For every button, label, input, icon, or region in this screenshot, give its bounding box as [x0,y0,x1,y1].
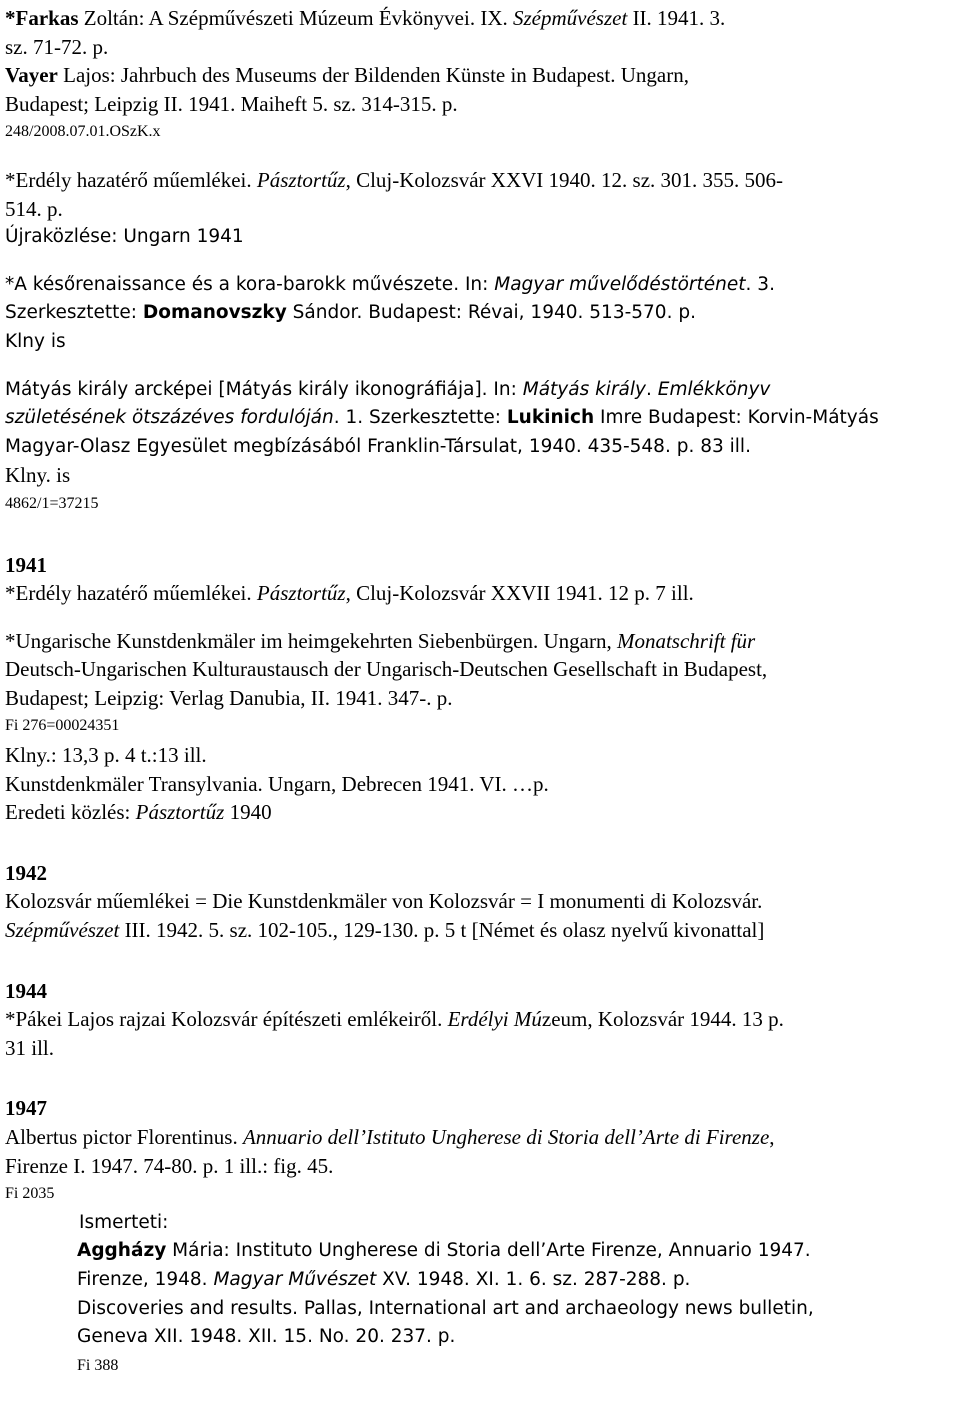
entry-matyas-line-1: Mátyás király arcképei [Mátyás király ikonográfiája]. In: Mátyás király. Emlékkönyv [5,378,771,400]
entry-vayer-code: 248/2008.07.01.OSzK.x [5,123,161,141]
entry-albertus-line-1: Albertus pictor Florentinus. Annuario dell’Istituto Ungherese di Storia dell’Arte di Firenze, [5,1125,775,1149]
entry-farkas-line-2: sz. 71-72. p. [5,34,109,59]
entry-ungarische-line-6: Eredeti közlés: Pásztortűz 1940 [5,800,272,825]
year-heading-1942: 1942 [5,860,47,885]
year-heading-1941: 1941 [5,552,47,577]
spacer [5,357,955,376]
year-heading-1944: 1944 [5,978,47,1003]
entry-erdely-1940-line-1: *Erdély hazatérő műemlékei. Pásztortűz, Cluj-Kolozsvár XXVI 1940. 12. sz. 301. 355. 506- [5,167,784,192]
entry-erdely-1940-reprint: Újraközlése: Ungarn 1941 [5,226,244,248]
spacer [5,252,955,271]
entry-kolozsvar-line-1: Kolozsvár műemlékei = Die Kunstdenkmäler von Kolozsvár = I monumenti di Kolozsvár. [5,889,763,914]
entry-kesorenessz-line-3: Klny is [5,330,66,352]
review-label: Ismerteti: [79,1211,169,1233]
entry-albertus-code: Fi 2035 [5,1185,55,1203]
entry-agghazy-line-2: Firenze, 1948. Magyar Művészet XV. 1948. XI. 1. 6. sz. 287-288. p. [77,1268,691,1290]
entry-kesorenessz-line-2: Szerkesztette: Domanovszky Sándor. Budapest: Révai, 1940. 513-570. p. [5,302,696,324]
spacer [5,147,955,166]
document-page [5,4,955,1380]
entry-vayer-line-1: Vayer Lajos: Jahrbuch des Museums der Bildenden Künste in Budapest. Ungarn, [5,63,689,88]
entry-ungarische-line-3: Budapest; Leipzig: Verlag Danubia, II. 1941. 347-. p. [5,685,453,710]
entry-pakei-line-2: 31 ill. [5,1035,55,1060]
entry-ungarische-code: Fi 276=00024351 [5,717,120,735]
spacer [5,608,955,627]
entry-erdely-1940-line-2: 514. p. [5,196,63,221]
entry-ungarische-line-1: *Ungarische Kunstdenkmäler im heimgekehrten Siebenbürgen. Ungarn, Monatschrift für [5,628,756,653]
entry-matyas-line-3: Magyar-Olasz Egyesület megbízásából Franklin-Társulat, 1940. 435-548. p. 83 ill. [5,435,751,457]
entry-matyas-line-4: Klny. is [5,463,71,488]
entry-matyas-line-2: születésének ötszázéves fordulóján. 1. Szerkesztette: Lukinich Imre Budapest: Korvin-Mátyás [5,407,879,429]
spacer [5,1062,955,1094]
entry-albertus-line-2: Firenze I. 1947. 74-80. p. 1 ill.: fig. 45. [5,1153,334,1178]
entry-ungarische-line-4: Klny.: 13,3 p. 4 t.:13 ill. [5,743,207,768]
entry-kesorenessz-line-1: *A későrenaissance és a kora-barokk művészete. In: Magyar művelődéstörténet. 3. [5,273,775,295]
entry-vayer-line-2: Budapest; Leipzig II. 1941. Maiheft 5. sz. 314-315. p. [5,91,458,116]
spacer [5,519,955,551]
entry-pakei-line-1: *Pákei Lajos rajzai Kolozsvár építészeti emlékeiről. Erdélyi Múzeum, Kolozsvár 1944. 13 p. [5,1007,784,1032]
entry-ungarische-line-2: Deutsch-Ungarischen Kulturaustausch der Ungarisch-Deutschen Gesellschaft in Budapest, [5,657,768,682]
entry-discoveries-line-2: Geneva XII. 1948. XII. 15. No. 20. 237. p. [77,1326,456,1348]
entry-erdely-1941: *Erdély hazatérő műemlékei. Pásztortűz, Cluj-Kolozsvár XXVII 1941. 12 p. 7 ill. [5,581,694,606]
entry-kolozsvar-line-2: Szépművészet III. 1942. 5. sz. 102-105., 129-130. p. 5 t [Német és olasz nyelvű kivonattal] [5,918,765,943]
entry-ungarische-line-5: Kunstdenkmäler Transylvania. Ungarn, Debrecen 1941. VI. …p. [5,771,549,796]
year-heading-1947: 1947 [5,1096,47,1121]
spacer [5,945,955,977]
entry-farkas-line-1: *Farkas Zoltán: A Szépművészeti Múzeum Évkönyvei. IX. Szépművészet II. 1941. 3. [5,6,726,30]
entry-agghazy-line-1: Aggházy Mária: Instituto Ungherese di Storia dell’Arte Firenze, Annuario 1947. [77,1240,811,1262]
entry-matyas-code: 4862/1=37215 [5,494,99,512]
spacer [5,827,955,859]
entry-discoveries-code: Fi 388 [77,1356,119,1374]
entry-discoveries-line-1: Discoveries and results. Pallas, International art and archaeology news bulletin, [77,1297,814,1319]
